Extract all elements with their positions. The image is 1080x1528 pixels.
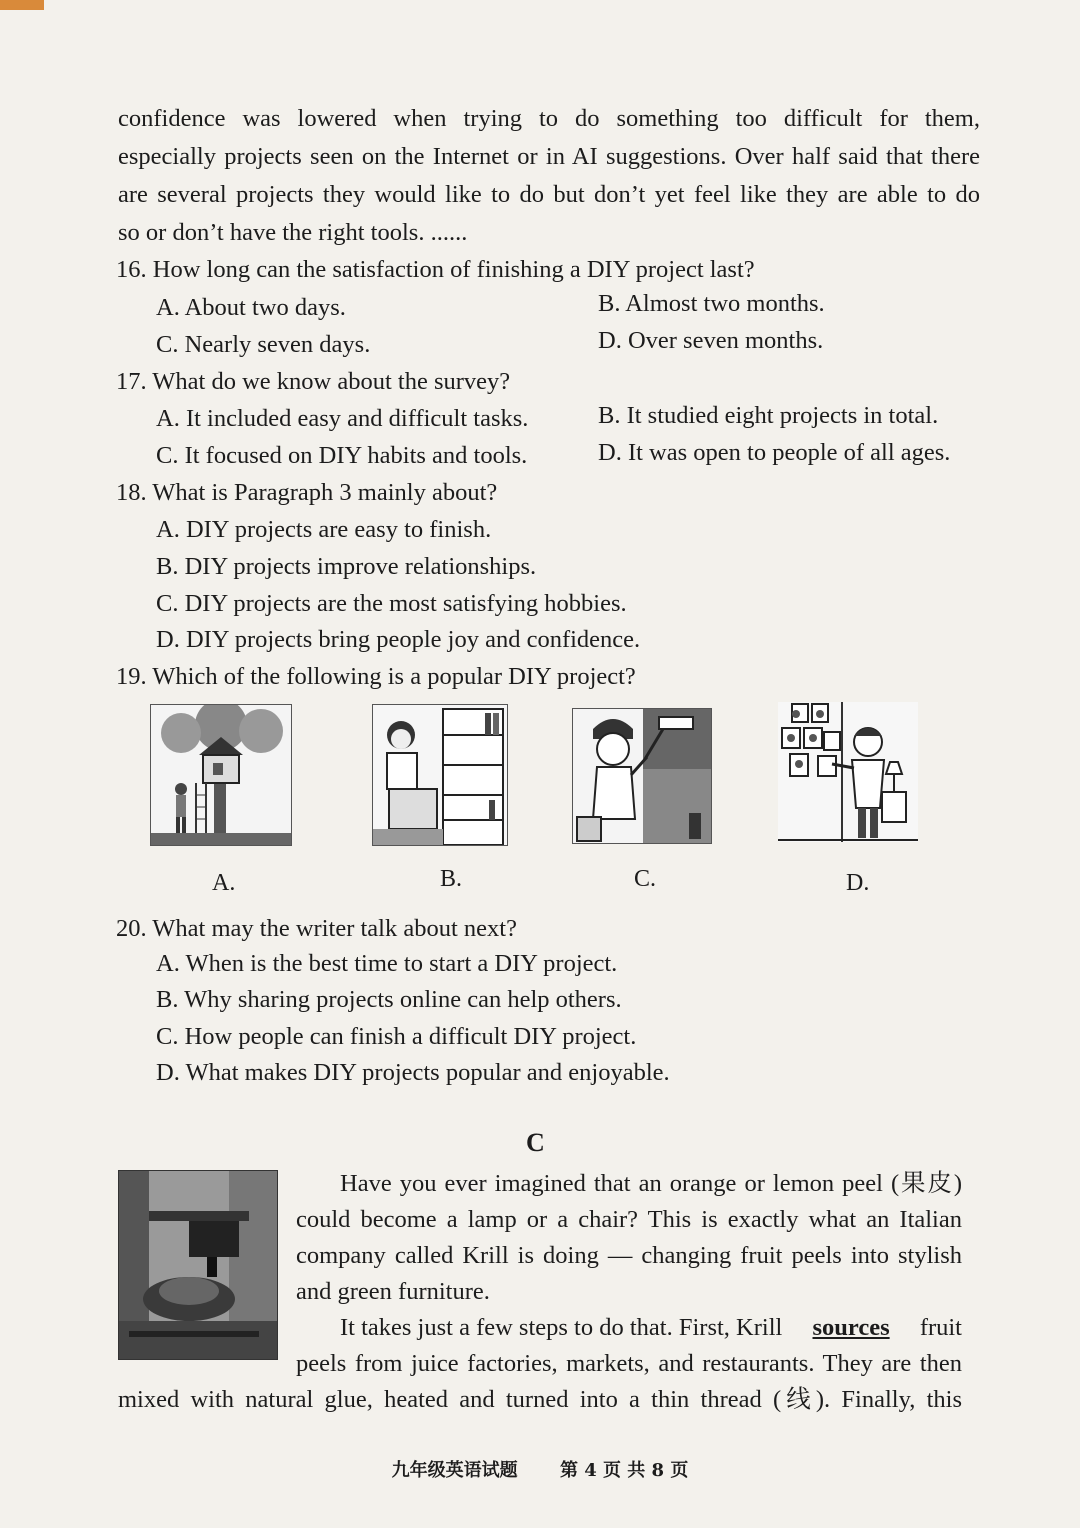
q18-option-a[interactable]: A. DIY projects are easy to finish. bbox=[156, 516, 492, 543]
section-c-line-2: could become a lamp or a chair? This is exactly what an Italian bbox=[296, 1206, 962, 1233]
q18-option-c[interactable]: C. DIY projects are the most satisfying hobbies. bbox=[156, 590, 627, 617]
section-c-p2-line-3: mixed with natural glue, heated and turned into a thin thread (线). Finally, this bbox=[118, 1386, 962, 1413]
picture-d-photo-wall[interactable] bbox=[778, 702, 918, 842]
passage-line: confidence was lowered when trying to do something too difficult for them, bbox=[118, 105, 980, 132]
q20-option-a[interactable]: A. When is the best time to start a DIY project. bbox=[156, 950, 618, 977]
q16-option-c[interactable]: C. Nearly seven days. bbox=[156, 331, 371, 358]
question-17-stem: 17. What do we know about the survey? bbox=[116, 368, 511, 395]
corner-mark bbox=[0, 0, 44, 10]
section-c-line-3: company called Krill is doing — changing fruit peels into stylish bbox=[296, 1242, 962, 1269]
3d-printer-photo bbox=[118, 1170, 278, 1360]
picture-b-label: B. bbox=[440, 866, 463, 892]
picture-b-bookshelf[interactable] bbox=[372, 704, 508, 846]
q20-option-c[interactable]: C. How people can finish a difficult DIY project. bbox=[156, 1023, 637, 1050]
question-16-stem: 16. How long can the satisfaction of finishing a DIY project last? bbox=[116, 256, 755, 283]
section-c-heading: C bbox=[526, 1128, 545, 1157]
treehouse-illustration bbox=[151, 705, 291, 845]
q18-option-d[interactable]: D. DIY projects bring people joy and confidence. bbox=[156, 626, 641, 653]
footer-title: 九年级英语试题 bbox=[391, 1460, 518, 1481]
section-c-line-1: Have you ever imagined that an orange or lemon peel (果皮) bbox=[340, 1170, 962, 1197]
question-18-stem: 18. What is Paragraph 3 mainly about? bbox=[116, 479, 498, 506]
picture-a-label: A. bbox=[212, 870, 236, 896]
section-c-p2-line-2: peels from juice factories, markets, and restaurants. They are then bbox=[296, 1350, 962, 1377]
picture-a-treehouse[interactable] bbox=[150, 704, 292, 846]
printer-illustration bbox=[119, 1171, 277, 1359]
q16-option-b[interactable]: B. Almost two months. bbox=[598, 290, 825, 317]
q17-option-b[interactable]: B. It studied eight projects in total. bbox=[598, 402, 939, 429]
photo-wall-illustration bbox=[778, 702, 918, 842]
question-20-stem: 20. What may the writer talk about next? bbox=[116, 915, 517, 942]
q16-option-a[interactable]: A. About two days. bbox=[156, 294, 346, 321]
picture-c-painting[interactable] bbox=[572, 708, 712, 844]
section-c-p2-line-1 bbox=[340, 1310, 962, 1346]
passage-line: so or don’t have the right tools. ...... bbox=[118, 219, 468, 246]
picture-c-label: C. bbox=[634, 866, 657, 892]
p2-text-before: It takes just a few steps to do that. First, Krill bbox=[340, 1314, 783, 1341]
section-c-line-4: and green furniture. bbox=[296, 1278, 490, 1305]
passage-line: are several projects they would like to do but don’t yet feel like they are able to do bbox=[118, 181, 980, 208]
footer-page-number: 第 4 页 共 8 页 bbox=[559, 1460, 689, 1481]
q20-option-d[interactable]: D. What makes DIY projects popular and enjoyable. bbox=[156, 1059, 670, 1086]
page-footer bbox=[0, 1456, 1080, 1482]
p2-text-after: fruit bbox=[919, 1314, 962, 1341]
q17-option-a[interactable]: A. It included easy and difficult tasks. bbox=[156, 405, 529, 432]
bookshelf-illustration bbox=[373, 705, 507, 845]
q16-option-d[interactable]: D. Over seven months. bbox=[598, 327, 824, 354]
q18-option-b[interactable]: B. DIY projects improve relationships. bbox=[156, 553, 537, 580]
vocab-sources[interactable]: sources bbox=[812, 1314, 890, 1341]
question-19-stem: 19. Which of the following is a popular DIY project? bbox=[116, 663, 636, 690]
passage-line: especially projects seen on the Internet or in AI suggestions. Over half said that there bbox=[118, 143, 980, 170]
q17-option-d[interactable]: D. It was open to people of all ages. bbox=[598, 439, 951, 466]
picture-d-label: D. bbox=[846, 870, 870, 896]
painting-illustration bbox=[573, 709, 711, 843]
q17-option-c[interactable]: C. It focused on DIY habits and tools. bbox=[156, 442, 528, 469]
q20-option-b[interactable]: B. Why sharing projects online can help others. bbox=[156, 986, 622, 1013]
